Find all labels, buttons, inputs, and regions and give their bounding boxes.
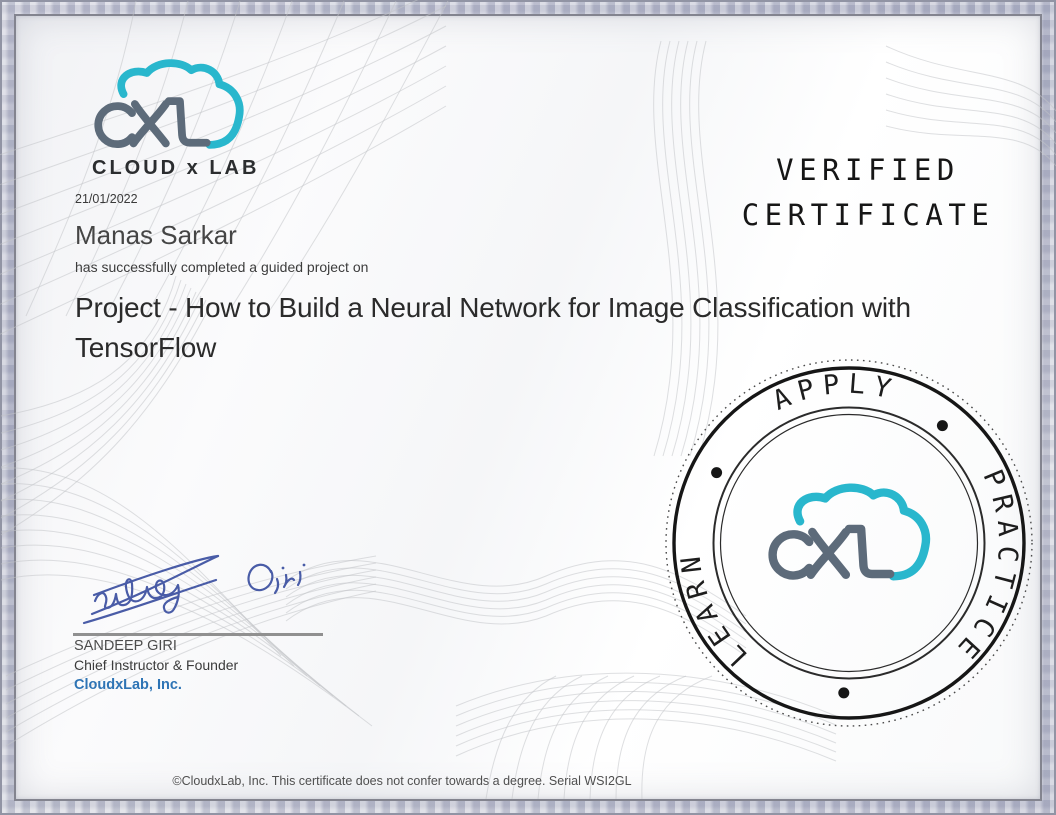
recipient-name: Manas Sarkar (75, 220, 237, 250)
guilloche-curve (886, 78, 1056, 133)
verified-heading-line2: CERTIFICATE (741, 198, 995, 232)
seal-word-learn: LEARN (674, 546, 754, 672)
seal-dot-bottom (838, 687, 849, 698)
seal-word-practice-wrap (946, 465, 1023, 669)
seal-inner-ring-inner (721, 415, 978, 672)
signatory-title: Chief Instructor & Founder (74, 657, 239, 673)
certificate-body (14, 14, 1042, 801)
seal-dot-upper-left (711, 467, 722, 478)
issue-date: 21/01/2022 (75, 192, 138, 206)
completion-text: has successfully completed a guided project on (75, 259, 369, 275)
seal-word-practice: PRACTICE (946, 465, 1024, 670)
signature-icon (68, 535, 338, 645)
verified-heading (656, 148, 1056, 238)
signatory-organization: CloudxLab, Inc. (74, 677, 182, 693)
footer-text: ©CloudxLab, Inc. This certificate does not confer towards a degree. Serial WSI2GL (172, 774, 632, 788)
seal-inner-ring-outer (714, 408, 985, 679)
seal-dot-upper-right (937, 420, 948, 431)
cloudxlab-logo-icon (94, 58, 249, 150)
verified-heading-line1: VERIFIED (776, 153, 960, 187)
certificate-seal (659, 353, 1039, 733)
guilloche-curve (886, 94, 1056, 144)
guilloche-curve (886, 62, 1056, 122)
seal-word-apply: APPLY (768, 368, 902, 417)
signature-divider (73, 633, 323, 636)
seal-center-logo-icon (773, 488, 926, 577)
brand-wordmark: CLOUD x LAB (92, 157, 260, 179)
course-title: Project - How to Build a Neural Network for Image Classification with TensorFlow (75, 292, 911, 363)
seal-word-apply-wrap (768, 369, 901, 417)
signatory-name: SANDEEP GIRI (74, 638, 177, 654)
